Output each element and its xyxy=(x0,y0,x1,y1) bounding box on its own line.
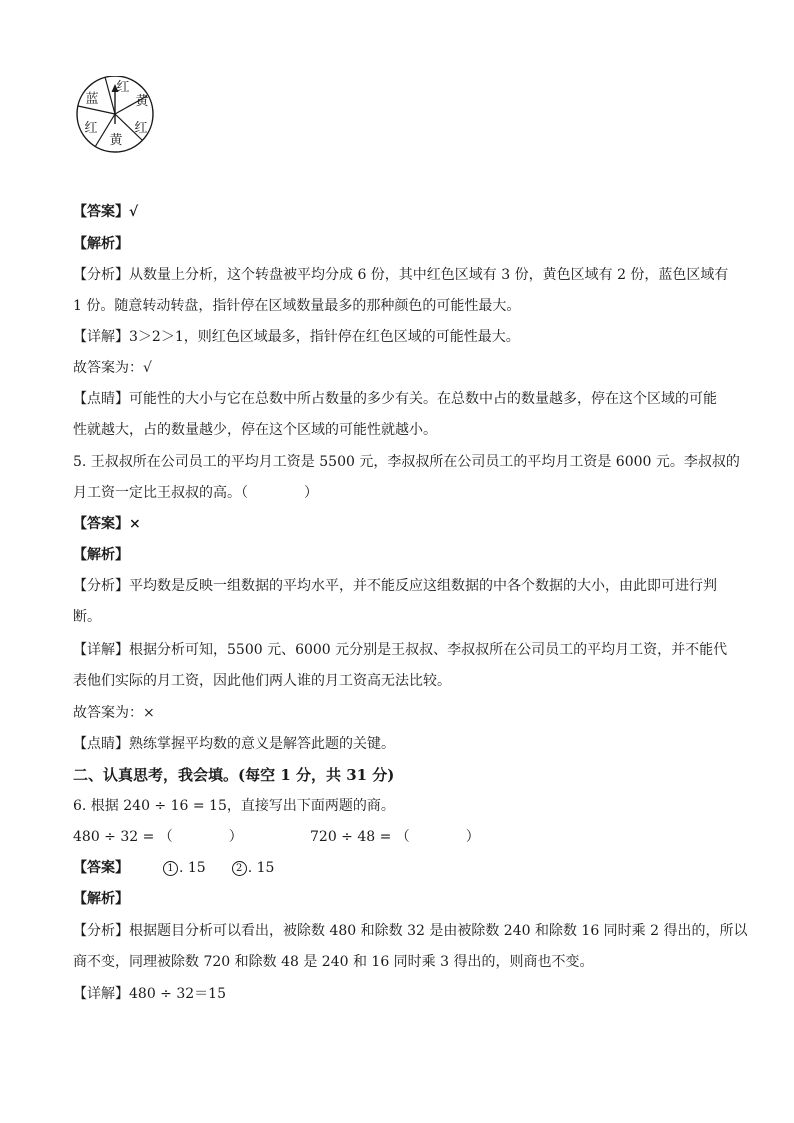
analysis-text: 1 份。随意转动转盘，指针停在区域数量最多的那种颜色的可能性最大。 xyxy=(73,298,521,314)
analysis-text: 【分析】根据题目分析可以看出，被除数 480 和除数 32 是由被除数 240 和除数 16 同时乘 2 得出的，所以 xyxy=(73,923,748,939)
final-answer: 故答案为：× xyxy=(73,705,155,721)
answer-label: 【答案】 xyxy=(73,860,129,876)
sub-question: 720 ÷ 48 = （ ） xyxy=(310,829,480,845)
detail-text: 表他们实际的月工资，因此他们两人谁的月工资高无法比较。 xyxy=(73,673,451,689)
key-point-text: 【点睛】熟练掌握平均数的意义是解答此题的关键。 xyxy=(73,736,395,752)
sector-label: 红 xyxy=(84,121,98,136)
question-stem: 6. 根据 240 ÷ 16 = 15，直接写出下面两题的商。 xyxy=(73,798,395,814)
analysis-text: 商不变，同理被除数 720 和除数 48 是 240 和 16 同时乘 3 得出的，则商也不变。 xyxy=(73,954,594,970)
question-stem: 5. 王叔叔所在公司员工的平均月工资是 5500 元，李叔叔所在公司员工的平均月工资是 6000 元。李叔叔的 xyxy=(73,454,740,470)
analysis-text: 【分析】从数量上分析，这个转盘被平均分成 6 份，其中红色区域有 3 份，黄色区域有 2 份，蓝色区域有 xyxy=(73,267,729,283)
circled-number-icon: 1 xyxy=(163,861,178,876)
analysis-text: 【分析】平均数是反映一组数据的平均水平，并不能反应这组数据的中各个数据的大小，由此即可进行判 xyxy=(73,578,717,594)
detail-text: 【详解】3＞2＞1，则红色区域最多，指针停在红色区域的可能性最大。 xyxy=(73,329,520,345)
sector-label: 蓝 xyxy=(85,92,99,107)
spinner-diagram xyxy=(73,76,159,156)
final-answer: 故答案为：√ xyxy=(73,360,152,376)
sector-label: 红 xyxy=(134,121,148,136)
answer-value: . 15 xyxy=(247,860,275,876)
answer-line: 【答案】× xyxy=(73,516,141,532)
key-point-text: 【点睛】可能性的大小与它在总数中所占数量的多少有关。在总数中占的数量越多，停在这个区域的可能 xyxy=(73,391,717,407)
circled-number-icon: 2 xyxy=(232,861,247,876)
sector-label: 黄 xyxy=(135,94,149,109)
sector-label: 红 xyxy=(116,80,130,95)
analysis-text: 断。 xyxy=(73,609,101,625)
detail-text: 【详解】480 ÷ 32＝15 xyxy=(73,986,226,1002)
analysis-heading: 【解析】 xyxy=(73,547,129,563)
analysis-heading: 【解析】 xyxy=(73,891,129,907)
key-point-text: 性就越大，占的数量越少，停在这个区域的可能性就越小。 xyxy=(73,422,437,438)
answer-value: . 15 xyxy=(179,860,206,876)
analysis-heading: 【解析】 xyxy=(73,236,129,252)
sector-label: 黄 xyxy=(109,133,123,148)
detail-text: 【详解】根据分析可知，5500 元、6000 元分别是王叔叔、李叔叔所在公司员工的平均月工资，并不能代 xyxy=(73,642,728,658)
answer-line: 【答案】√ xyxy=(73,204,139,220)
answer-line xyxy=(73,858,274,878)
sub-question: 480 ÷ 32 = （ ） xyxy=(73,829,243,845)
section-heading: 二、认真思考，我会填。(每空 1 分，共 31 分) xyxy=(73,766,395,784)
question-stem: 月工资一定比王叔叔的高。（ ） xyxy=(73,485,318,501)
